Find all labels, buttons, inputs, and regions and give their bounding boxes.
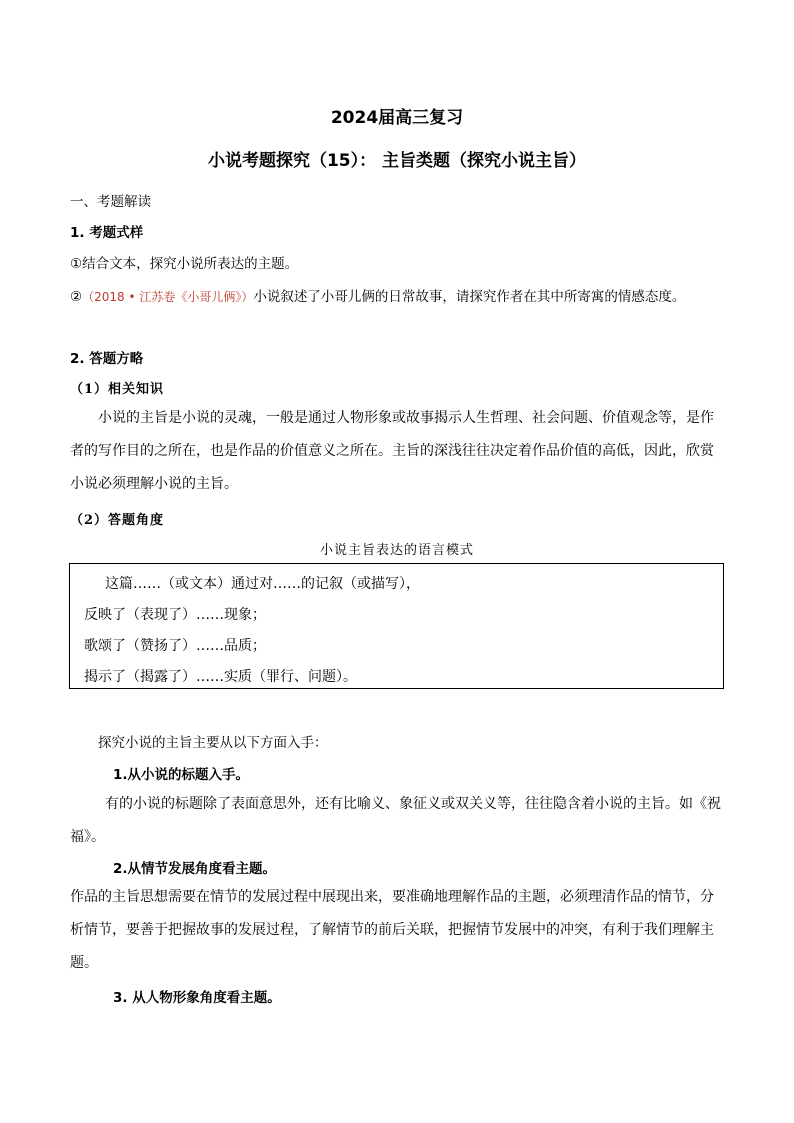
point1-heading: 1.从小说的标题入手。 [113,767,250,783]
language-pattern-box [69,563,724,689]
point3-heading: 3. 从人物形象角度看主题。 [113,990,281,1006]
s1-item2-prefix: ② [70,289,83,305]
point2-text: 作品的主旨思想需要在情节的发展过程中展现出来，要准确地理解作品的主题，必须理清作品的情节，分析情节，要善于把握故事的发展过程，了解情节的前后关联，把握情节发展中的冲突，有利于我们理解主题。 [70,889,714,971]
section1-heading: 一、考题解读 [70,194,151,210]
s2-sub1: （1）相关知识 [70,382,165,397]
s1-item2 [70,285,685,305]
s2-sub2: （2）答题角度 [70,513,165,528]
box-line: 这篇……（或文本）通过对……的记叙（或描写）， [105,576,420,592]
intro-text: 探究小说的主旨主要从以下方面入手： [98,735,328,751]
doc-subtitle: 小说考题探究（15）： 主旨类题（探究小说主旨） [207,151,587,171]
s1-item2-source: （2018 • 江苏卷《小哥儿俩》） [82,290,254,304]
box-line: 揭示了（揭露了）……实质（罪行、问题）。 [84,669,357,685]
box-line: 反映了（表现了）……现象； [84,607,266,623]
s1-item1: ①结合文本，探究小说所表达的主题。 [70,256,299,272]
point1-text: 有的小说的标题除了表面意思外，还有比喻义、象征义或双关义等，往往隐含着小说的主旨。如《祝福》。 [70,796,721,845]
box-line: 歌颂了（赞扬了）……品质； [84,638,266,654]
s1-item2-text: 小说叙述了小哥儿俩的日常故事，请探究作者在其中所寄寓的情感态度。 [253,289,686,305]
point2-heading: 2.从情节发展角度看主题。 [113,861,277,877]
s2-heading: 2. 答题方略 [70,351,144,367]
doc-title: 2024届高三复习 [330,108,464,128]
s1-heading: 1. 考题式样 [70,225,144,241]
s2-para1: 小说的主旨是小说的灵魂，一般是通过人物形象或故事揭示人生哲理、社会问题、价值观念等，是作者的写作目的之所在，也是作品的价值意义之所在。主旨的深浅往往决定着作品价值的高低，因此，欣赏小说必须理解小说的主旨。 [70,410,714,492]
box-caption: 小说主旨表达的语言模式 [319,543,474,558]
